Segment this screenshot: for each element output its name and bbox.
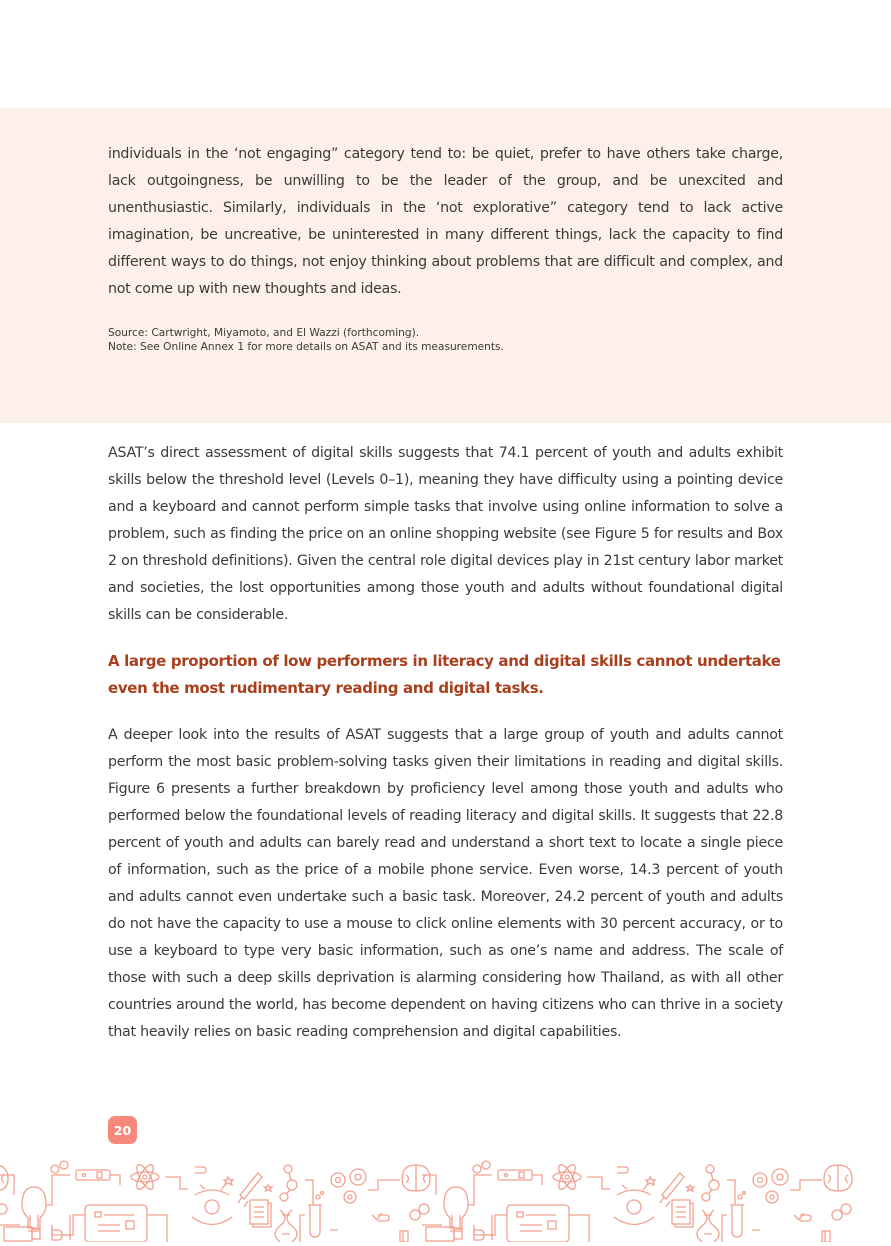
source-note: Source: Cartwright, Miyamoto, and El Wazzi (forthcoming). (108, 327, 420, 339)
decorative-footer-pattern (0, 1155, 891, 1242)
paragraph-digital-skills: ASAT’s direct assessment of digital skills suggests that 74.1 percent of youth and adults exhibit skills below the threshold level (Levels 0–1), meaning they have difficulty using a pointing device and a keyboard and cannot perform simple tasks that involve using online information to solve a problem, such as finding the price on an online shopping website (see Figure 5 for results and Box 2 on threshold definitions). Given the central role digital devices play in 21st century labor market and societies, the lost opportunities among those youth and adults without foundational digital skills can be considerable. (108, 445, 783, 623)
paragraph-deeper-look: A deeper look into the results of ASAT suggests that a large group of youth and adults cannot perform the most basic problem-solving tasks given their limitations in reading and digital skills. Figure 6 presents a further breakdown by proficiency level among those youth and adults who performed below the foundational levels of reading literacy and digital skills. It suggests that 22.8 percent of youth and adults can barely read and understand a short text to locate a single piece of information, such as the price of a mobile phone service. Even worse, 14.3 percent of youth and adults cannot even undertake such a basic task. Moreover, 24.2 percent of youth and adults do not have the capacity to use a mouse to click online elements with 30 percent accuracy, or to use a keyboard to type very basic information, such as one’s name and address. The scale of those with such a deep skills deprivation is alarming considering how Thailand, as with all other countries around the world, has become dependent on having citizens who can thrive in a society that heavily relies on basic reading comprehension and digital capabilities. (108, 727, 783, 1040)
annex-note: Note: See Online Annex 1 for more details on ASAT and its measurements. (108, 341, 504, 353)
box-body-text: individuals in the ‘not engaging” category tend to: be quiet, prefer to have others take charge, lack outgoingness, be unwilling to be the leader of the group, and be unexcited and unenthusiastic. Similarly, individuals in the ‘not explorative” category tend to lack active imagination, be uncreative, be uninterested in many different things, lack the capacity to find different ways to do things, not enjoy thinking about problems that are difficult and complex, and not come up with new thoughts and ideas. (108, 146, 783, 297)
section-heading: A large proportion of low performers in literacy and digital skills cannot undertake even the most rudimentary reading and digital tasks. (108, 652, 781, 697)
page-number-badge: 20 (108, 1116, 137, 1144)
box-notes (108, 326, 783, 354)
